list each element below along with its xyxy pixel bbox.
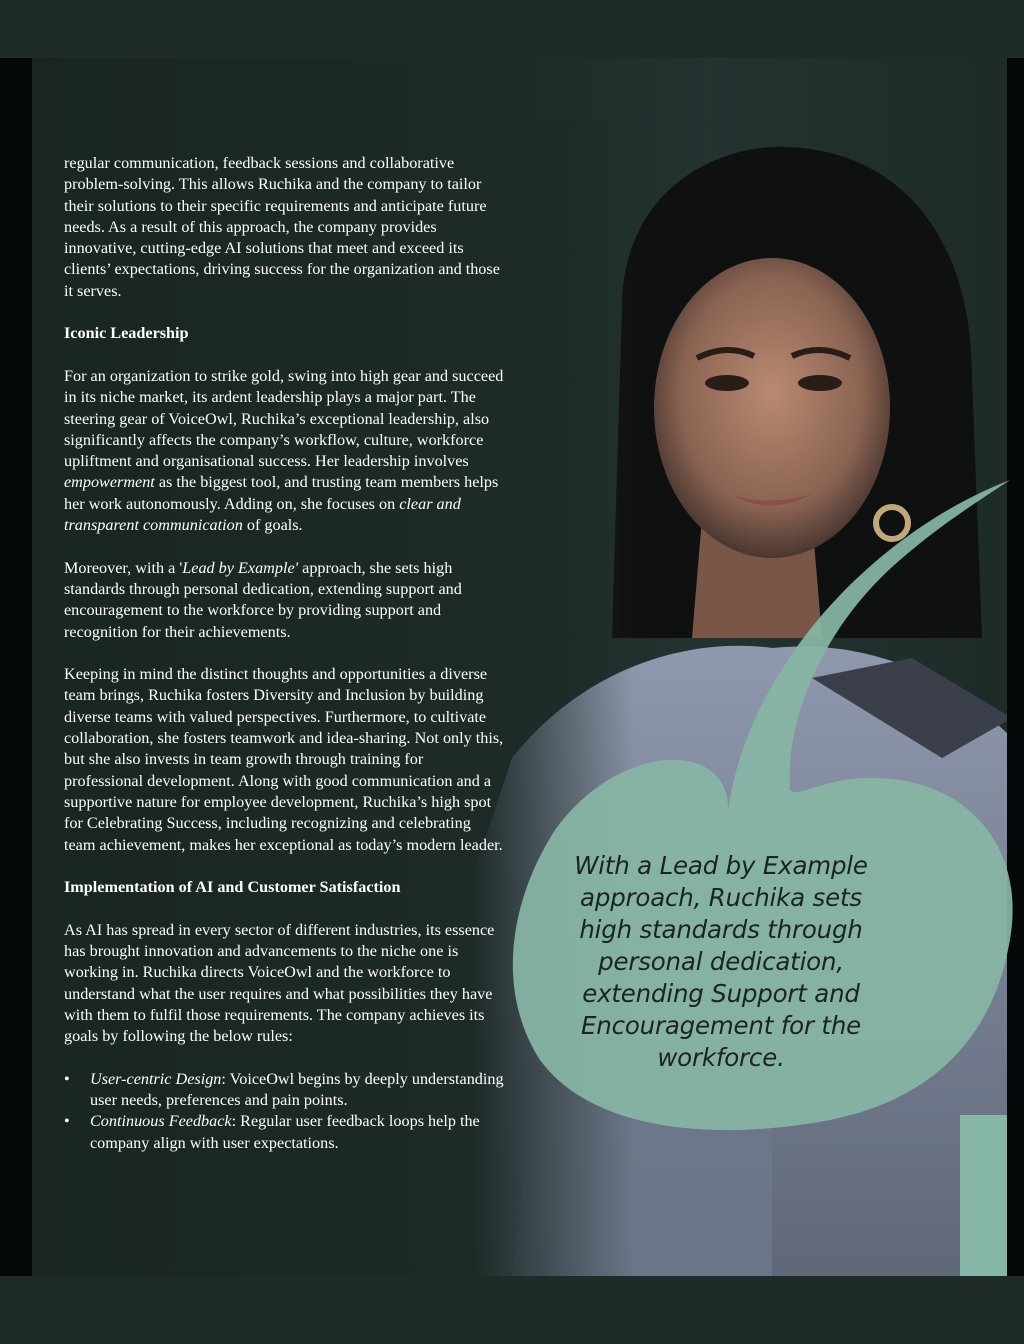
- text-run: as the biggest tool, and trusting team members helps her work autonomously. Adding on, she focuses on: [64, 473, 499, 513]
- bottom-band: [0, 1276, 1024, 1344]
- pull-quote: With a Lead by Example approach, Ruchika sets high standards through personal dedication, extending Support and Encouragement for the workforce.: [574, 851, 868, 1072]
- text-run: of goals.: [242, 516, 303, 535]
- text-run: approach, she sets high standards through personal dedication, extending support and encouragement to the workforce by providing support and recognition for their achievements.: [64, 558, 462, 641]
- list-term: User-centric Design: [90, 1069, 222, 1088]
- list-text: : Regular user feedback loops help the company align with user expectations.: [90, 1112, 480, 1152]
- list-term: Continuous Feedback: [90, 1112, 232, 1131]
- top-band: [0, 0, 1024, 58]
- paragraph: [64, 366, 504, 536]
- text-run: For an organization to strike gold, swing into high gear and succeed in its niche market, its ardent leadership plays a major part. The steering gear of VoiceOwl, Ruchika’s exceptional leadership, also significantly affects the company’s workflow, culture, workforce upliftment and organisational success. Her leadership involves: [64, 366, 504, 471]
- bullet-icon: •: [64, 1069, 70, 1088]
- list-text: : VoiceOwl begins by deeply understanding user needs, preferences and pain points.: [90, 1069, 504, 1110]
- emphasis: empowerment: [64, 473, 155, 492]
- article-body: [64, 153, 504, 1154]
- bullet-list: [64, 1069, 504, 1154]
- bullet-icon: •: [64, 1112, 70, 1131]
- section-heading: Iconic Leadership: [64, 324, 189, 343]
- list-item: [64, 1111, 504, 1154]
- list-item: [64, 1069, 504, 1112]
- paragraph: [64, 558, 504, 643]
- paragraph: As AI has spread in every sector of different industries, its essence has brought innovation and advancements to the niche one is working in. Ruchika directs VoiceOwl and the workforce to understand what the user requires and what possibilities they have with them to fulfil those requirements. The company achieves its goals by following the below rules:: [64, 920, 495, 1046]
- left-edge-strip: [0, 58, 32, 1276]
- paragraph: Keeping in mind the distinct thoughts and opportunities a diverse team brings, Ruchika fosters Diversity and Inclusion by building diverse teams with valued perspectives. Furthermore, to cultivate collaboration, she fosters teamwork and idea-sharing. Not only this, but she also invests in team growth through training for professional development. Along with good communication and a supportive nature for employee development, Ruchika’s high spot for Celebrating Success, including recognizing and celebrating team achievement, makes her exceptional as today’s modern leader.: [64, 665, 504, 854]
- section-heading: Implementation of AI and Customer Satisfaction: [64, 878, 401, 897]
- emphasis: Lead by Example': [182, 558, 299, 577]
- text-run: Moreover, with a ': [64, 558, 183, 577]
- paragraph: regular communication, feedback sessions and collaborative problem-solving. This allows Ruchika and the company to tailor their solutions to their specific requirements and anticipate future needs. As a result of this approach, the company provides innovative, cutting-edge AI solutions that meet and exceed its clients’ expectations, driving success for the organization and those it serves.: [64, 154, 500, 300]
- emphasis: clear and transparent communication: [64, 494, 461, 535]
